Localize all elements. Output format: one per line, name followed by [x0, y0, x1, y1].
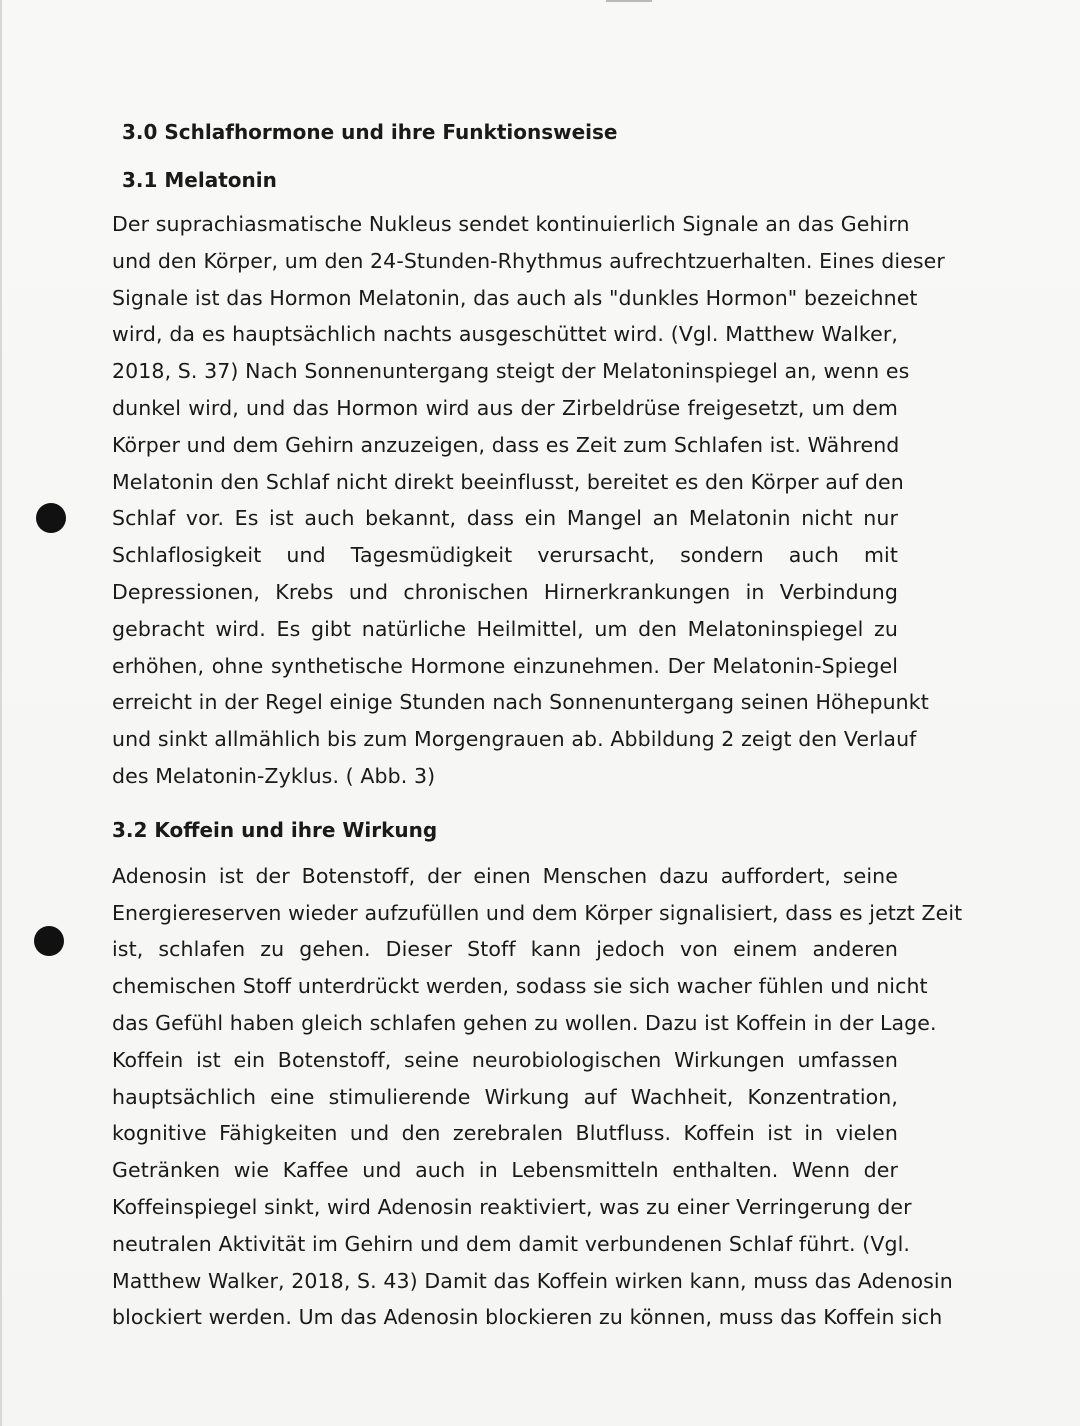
text-line: 2018, S. 37) Nach Sonnenuntergang steigt der Melatoninspiegel an, wenn es — [112, 359, 910, 384]
text-line: und sinkt allmählich bis zum Morgengrauen ab. Abbildung 2 zeigt den Verlauf — [112, 727, 917, 752]
text-line: blockiert werden. Um das Adenosin blockieren zu können, muss das Koffein sich — [112, 1305, 943, 1330]
section-heading-3-2: 3.2 Koffein und ihre Wirkung — [112, 817, 438, 842]
text-line: Signale ist das Hormon Melatonin, das auch als "dunkles Hormon" bezeichnet — [112, 285, 918, 310]
text-line: Schlaf vor. Es ist auch bekannt, dass ein Mangel an Melatonin nicht nur — [112, 506, 898, 531]
text-line: und den Körper, um den 24-Stunden-Rhythmus aufrechtzuerhalten. Eines dieser — [112, 248, 945, 273]
text-line: chemischen Stoff unterdrückt werden, sodass sie sich wacher fühlen und nicht — [112, 974, 928, 999]
text-line: des Melatonin-Zyklus. ( Abb. 3) — [112, 763, 436, 788]
text-line: gebracht wird. Es gibt natürliche Heilmittel, um den Melatoninspiegel zu — [112, 616, 898, 641]
text-line: Getränken wie Kaffee und auch in Lebensmitteln enthalten. Wenn der — [112, 1158, 898, 1183]
document-body — [112, 118, 963, 1336]
text-line: Energiereserven wieder aufzufüllen und dem Körper signalisiert, dass es jetzt Zeit — [112, 900, 963, 925]
text-line: kognitive Fähigkeiten und den zerebralen Blutfluss. Koffein ist in vielen — [112, 1121, 898, 1146]
text-line: Matthew Walker, 2018, S. 43) Damit das Koffein wirken kann, muss das Adenosin — [112, 1268, 953, 1293]
left-page-edge — [0, 0, 2, 1426]
punch-hole-upper — [36, 503, 66, 533]
text-line: Schlaflosigkeit und Tagesmüdigkeit verursacht, sondern auch mit — [112, 543, 898, 568]
melatonin-paragraph — [112, 206, 945, 795]
text-line: hauptsächlich eine stimulierende Wirkung auf Wachheit, Konzentration, — [112, 1084, 898, 1109]
text-line: Adenosin ist der Botenstoff, der einen Menschen dazu auffordert, seine — [112, 863, 898, 888]
text-line: erreicht in der Regel einige Stunden nach Sonnenuntergang seinen Höhepunkt — [112, 690, 929, 715]
text-line: Koffein ist ein Botenstoff, seine neurobiologischen Wirkungen umfassen — [112, 1047, 898, 1072]
text-line: wird, da es hauptsächlich nachts ausgeschüttet wird. (Vgl. Matthew Walker, — [112, 322, 898, 347]
text-line: das Gefühl haben gleich schlafen gehen zu wollen. Dazu ist Koffein in der Lage. — [112, 1010, 937, 1035]
koffein-paragraph — [112, 858, 963, 1336]
text-line: Melatonin den Schlaf nicht direkt beeinflusst, bereitet es den Körper auf den — [112, 469, 904, 494]
punch-hole-lower — [34, 926, 64, 956]
text-line: erhöhen, ohne synthetische Hormone einzunehmen. Der Melatonin-Spiegel — [112, 653, 898, 678]
section-heading-3-1: 3.1 Melatonin — [122, 168, 277, 192]
text-line: neutralen Aktivität im Gehirn und dem damit verbundenen Schlaf führt. (Vgl. — [112, 1231, 911, 1256]
section-heading-3-0: 3.0 Schlafhormone und ihre Funktionsweise — [122, 120, 618, 144]
text-line: Körper und dem Gehirn anzuzeigen, dass es Zeit zum Schlafen ist. Während — [112, 432, 900, 457]
top-edge-mark — [606, 0, 652, 2]
text-line: dunkel wird, und das Hormon wird aus der Zirbeldrüse freigesetzt, um dem — [112, 395, 898, 420]
text-line: Koffeinspiegel sinkt, wird Adenosin reaktiviert, was zu einer Verringerung der — [112, 1194, 912, 1219]
text-line: ist, schlafen zu gehen. Dieser Stoff kann jedoch von einem anderen — [112, 937, 898, 962]
text-line: Der suprachiasmatische Nukleus sendet kontinuierlich Signale an das Gehirn — [112, 212, 910, 236]
text-line: Depressionen, Krebs und chronischen Hirnerkrankungen in Verbindung — [112, 579, 898, 604]
